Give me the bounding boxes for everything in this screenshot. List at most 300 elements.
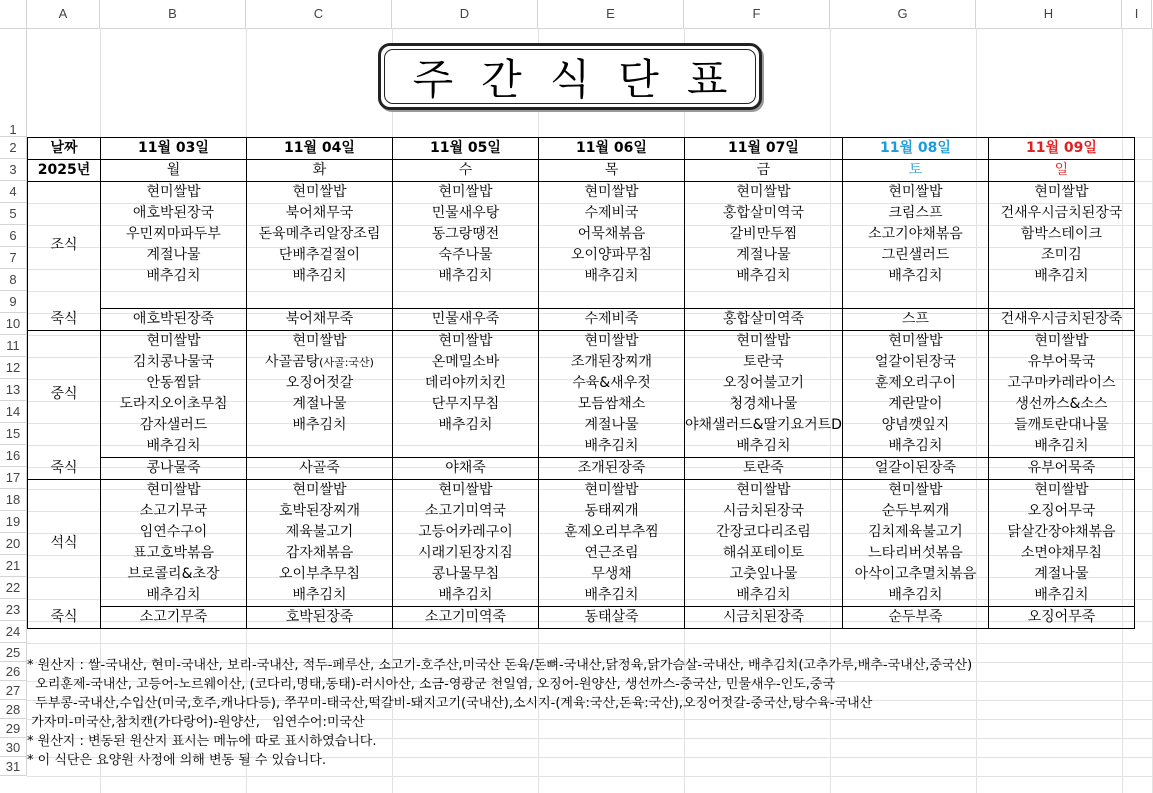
menu-item[interactable] — [988, 287, 1134, 309]
menu-item[interactable] — [247, 501, 393, 522]
menu-item[interactable] — [393, 543, 539, 564]
menu-item[interactable] — [539, 182, 685, 204]
menu-item-text: 유부어묵국 — [1027, 354, 1096, 370]
menu-item[interactable] — [539, 331, 685, 353]
weekday-cell[interactable]: 금 — [685, 160, 843, 182]
table-row — [28, 309, 1135, 331]
menu-item[interactable] — [842, 373, 988, 394]
menu-item-text: 배추김치 — [584, 438, 639, 454]
menu-item[interactable] — [101, 245, 247, 266]
menu-item[interactable] — [247, 373, 393, 394]
menu-item[interactable] — [539, 415, 685, 436]
menu-item[interactable] — [247, 182, 393, 204]
porridge-item[interactable]: 수제비죽 — [539, 309, 685, 331]
row-header-12[interactable]: 12 — [0, 357, 27, 379]
menu-item-text: 현미쌀밥 — [736, 333, 791, 349]
weekday-cell[interactable]: 일 — [988, 160, 1134, 182]
menu-item-text: 현미쌀밥 — [584, 184, 639, 200]
menu-item[interactable] — [101, 522, 247, 543]
menu-item-text: 얼갈이된장국 — [874, 354, 957, 370]
row-header-10[interactable]: 10 — [0, 313, 27, 335]
menu-item[interactable] — [685, 224, 843, 245]
menu-item[interactable] — [539, 373, 685, 394]
table-row — [28, 373, 1135, 394]
row-header-14[interactable]: 14 — [0, 401, 27, 423]
menu-item-text: 동태찌개 — [584, 503, 639, 519]
date-cell[interactable]: 11월 07일 — [685, 138, 843, 160]
breakfast-label[interactable]: 조식 — [28, 182, 101, 309]
menu-item[interactable] — [247, 331, 393, 353]
column-header-bar — [0, 0, 1153, 29]
menu-item[interactable] — [393, 266, 539, 287]
menu-item-text: 계란말이 — [888, 396, 943, 412]
menu-item[interactable] — [988, 436, 1134, 458]
menu-item[interactable] — [842, 522, 988, 543]
menu-item-text: 배추김치 — [584, 268, 639, 284]
menu-item-text: 배추김치 — [736, 268, 791, 284]
row-header-8[interactable]: 8 — [0, 269, 27, 291]
column-header-d[interactable]: D — [392, 0, 538, 28]
menu-item-text: 오이양파무침 — [570, 247, 653, 263]
menu-item[interactable] — [539, 480, 685, 502]
menu-item-text: 오징어무국 — [1027, 503, 1096, 519]
menu-item[interactable] — [685, 287, 843, 309]
menu-item-text: 고춧잎나물 — [729, 566, 798, 582]
menu-item[interactable] — [539, 394, 685, 415]
row-header-1[interactable]: 1 — [0, 28, 27, 137]
row-header-16[interactable]: 16 — [0, 445, 27, 467]
menu-item[interactable] — [393, 415, 539, 436]
row-header-2[interactable]: 2 — [0, 137, 27, 159]
menu-item[interactable] — [988, 522, 1134, 543]
menu-item[interactable] — [247, 266, 393, 287]
menu-item[interactable] — [842, 266, 988, 287]
porridge-item[interactable]: 소고기무죽 — [101, 607, 247, 629]
menu-item-text: 배추김치 — [1034, 587, 1089, 603]
menu-item[interactable] — [247, 564, 393, 585]
menu-item[interactable] — [539, 501, 685, 522]
table-row — [28, 182, 1135, 204]
dinner-label[interactable]: 석식 — [28, 480, 101, 607]
menu-item[interactable] — [247, 522, 393, 543]
menu-item-text: 온메밀소바 — [431, 354, 500, 370]
menu-item[interactable] — [842, 224, 988, 245]
table-row — [28, 458, 1135, 480]
menu-item[interactable] — [988, 266, 1134, 287]
row-header-28[interactable]: 28 — [0, 700, 27, 719]
menu-item[interactable] — [101, 203, 247, 224]
menu-item[interactable] — [393, 373, 539, 394]
menu-item[interactable] — [842, 394, 988, 415]
menu-item-text: 연근조림 — [584, 545, 639, 561]
row-header-4[interactable]: 4 — [0, 181, 27, 203]
row-header-11[interactable]: 11 — [0, 335, 27, 357]
weekday-cell[interactable]: 수 — [393, 160, 539, 182]
menu-item-text: 계절나물 — [292, 396, 347, 412]
date-cell[interactable]: 11월 03일 — [101, 138, 247, 160]
row-header-5[interactable]: 5 — [0, 203, 27, 225]
menu-item[interactable] — [101, 585, 247, 607]
table-row — [28, 203, 1135, 224]
menu-item[interactable] — [685, 182, 843, 204]
row-header-24[interactable]: 24 — [0, 621, 27, 643]
column-header-h[interactable]: H — [976, 0, 1122, 28]
porridge-item[interactable]: 유부어묵죽 — [988, 458, 1134, 480]
menu-item-text: 토란국 — [743, 354, 784, 370]
menu-item[interactable] — [988, 394, 1134, 415]
menu-item[interactable] — [988, 224, 1134, 245]
select-all-corner[interactable] — [0, 0, 27, 28]
menu-item[interactable] — [393, 480, 539, 502]
menu-item[interactable] — [685, 394, 843, 415]
menu-item[interactable] — [685, 564, 843, 585]
menu-item-text: 임연수구이 — [139, 524, 208, 540]
column-header-a[interactable]: A — [27, 0, 100, 28]
menu-item[interactable] — [393, 564, 539, 585]
menu-item[interactable] — [247, 287, 393, 309]
title-box[interactable] — [378, 43, 762, 110]
menu-item[interactable] — [539, 245, 685, 266]
menu-item[interactable] — [247, 585, 393, 607]
porridge-item[interactable]: 사골죽 — [247, 458, 393, 480]
menu-item[interactable] — [988, 182, 1134, 204]
menu-item[interactable] — [539, 224, 685, 245]
date-cell[interactable]: 11월 05일 — [393, 138, 539, 160]
menu-item[interactable] — [988, 373, 1134, 394]
menu-item[interactable] — [101, 394, 247, 415]
menu-item[interactable] — [247, 436, 393, 458]
weekday-cell[interactable]: 목 — [539, 160, 685, 182]
menu-item-text: 닭살간장야채볶음 — [1007, 524, 1116, 540]
row-header-22[interactable]: 22 — [0, 577, 27, 599]
menu-item[interactable] — [988, 415, 1134, 436]
menu-item-text: 제육불고기 — [285, 524, 354, 540]
menu-item[interactable] — [988, 245, 1134, 266]
porridge-item[interactable]: 동태살죽 — [539, 607, 685, 629]
menu-item-text: 배추김치 — [146, 587, 201, 603]
table-row — [28, 138, 1135, 160]
porridge-item[interactable]: 오징어무죽 — [988, 607, 1134, 629]
menu-item[interactable] — [842, 436, 988, 458]
menu-item-text: 현미쌀밥 — [736, 482, 791, 498]
menu-item[interactable] — [685, 543, 843, 564]
menu-item-text: 현미쌀밥 — [438, 333, 493, 349]
menu-item-text: 간장코다리조림 — [716, 524, 811, 540]
porridge-label[interactable]: 죽식 — [28, 458, 101, 480]
menu-item-text: 현미쌀밥 — [292, 184, 347, 200]
row-header-19[interactable]: 19 — [0, 511, 27, 533]
menu-item-text: 안동찜닭 — [146, 375, 201, 391]
menu-item[interactable] — [393, 501, 539, 522]
menu-item[interactable] — [393, 585, 539, 607]
menu-item[interactable] — [685, 501, 843, 522]
menu-item[interactable] — [685, 331, 843, 353]
menu-item[interactable] — [842, 585, 988, 607]
menu-item[interactable] — [842, 182, 988, 204]
menu-item[interactable] — [842, 203, 988, 224]
porridge-item[interactable]: 스프 — [842, 309, 988, 331]
menu-item[interactable] — [685, 585, 843, 607]
menu-item-text: 현미쌀밥 — [438, 184, 493, 200]
menu-item-text: 청경채나물 — [729, 396, 798, 412]
menu-item[interactable] — [101, 543, 247, 564]
porridge-item[interactable]: 순두부죽 — [842, 607, 988, 629]
menu-item[interactable] — [842, 331, 988, 353]
porridge-item[interactable]: 야채죽 — [393, 458, 539, 480]
column-header-b[interactable]: B — [100, 0, 246, 28]
table-row — [28, 352, 1135, 373]
date-cell[interactable]: 11월 08일 — [842, 138, 988, 160]
menu-item-text: 해쉬포테이토 — [722, 545, 805, 561]
row-header-27[interactable]: 27 — [0, 681, 27, 700]
menu-item[interactable] — [101, 415, 247, 436]
menu-item-text: 배추김치 — [888, 587, 943, 603]
porridge-item[interactable]: 건새우시금치된장죽 — [988, 309, 1134, 331]
menu-item-text: 소고기야채볶음 — [868, 226, 963, 242]
row-header-13[interactable]: 13 — [0, 379, 27, 401]
menu-item-text: 표고호박볶음 — [132, 545, 215, 561]
menu-item[interactable] — [842, 480, 988, 502]
menu-item-text: 현미쌀밥 — [146, 184, 201, 200]
column-header-g[interactable]: G — [830, 0, 976, 28]
menu-item[interactable] — [247, 245, 393, 266]
menu-item-text: 사골곰탕 — [265, 354, 320, 370]
row-header-30[interactable]: 30 — [0, 738, 27, 757]
table-row — [28, 607, 1135, 629]
menu-item[interactable] — [101, 501, 247, 522]
menu-item[interactable] — [247, 203, 393, 224]
menu-item[interactable] — [247, 224, 393, 245]
menu-item[interactable] — [101, 182, 247, 204]
row-header-18[interactable]: 18 — [0, 489, 27, 511]
menu-item-text: 조미김 — [1041, 247, 1082, 263]
menu-item-text: 단배추겉절이 — [278, 247, 361, 263]
menu-item-text: 현미쌀밥 — [1034, 184, 1089, 200]
porridge-item[interactable]: 콩나물죽 — [101, 458, 247, 480]
menu-item[interactable] — [393, 352, 539, 373]
weekday-cell[interactable]: 토 — [842, 160, 988, 182]
menu-item[interactable] — [247, 480, 393, 502]
porridge-item[interactable]: 민물새우죽 — [393, 309, 539, 331]
menu-item[interactable] — [539, 203, 685, 224]
menu-item[interactable] — [101, 331, 247, 353]
menu-item-text: 계절나물 — [146, 247, 201, 263]
menu-item[interactable] — [988, 501, 1134, 522]
menu-item[interactable] — [842, 415, 988, 436]
menu-item[interactable] — [101, 287, 247, 309]
date-label[interactable]: 날짜 — [28, 138, 101, 160]
column-header-c[interactable]: C — [246, 0, 392, 28]
porridge-item[interactable]: 시금치된장죽 — [685, 607, 843, 629]
menu-item-text: 현미쌀밥 — [292, 333, 347, 349]
menu-item[interactable] — [247, 394, 393, 415]
menu-item-text: 배추김치 — [1034, 268, 1089, 284]
menu-item-text: 소고기미역국 — [424, 503, 507, 519]
menu-item-text: 고등어카레구이 — [418, 524, 513, 540]
row-header-7[interactable]: 7 — [0, 247, 27, 269]
menu-item[interactable] — [539, 287, 685, 309]
date-cell[interactable]: 11월 06일 — [539, 138, 685, 160]
column-header-e[interactable]: E — [538, 0, 684, 28]
menu-item-text: 그린샐러드 — [881, 247, 950, 263]
row-header-29[interactable]: 29 — [0, 719, 27, 738]
menu-item-text: 배추김치 — [146, 438, 201, 454]
menu-item-text: 우민찌마파두부 — [126, 226, 221, 242]
row-header-15[interactable]: 15 — [0, 423, 27, 445]
row-header-21[interactable]: 21 — [0, 555, 27, 577]
menu-item[interactable] — [842, 564, 988, 585]
menu-item[interactable] — [842, 245, 988, 266]
menu-item[interactable] — [988, 331, 1134, 353]
menu-item[interactable] — [539, 266, 685, 287]
menu-item[interactable] — [842, 543, 988, 564]
menu-item[interactable] — [247, 415, 393, 436]
menu-item[interactable] — [101, 564, 247, 585]
porridge-item[interactable]: 애호박된장죽 — [101, 309, 247, 331]
menu-item[interactable] — [393, 287, 539, 309]
row-header-25[interactable]: 25 — [0, 643, 27, 662]
menu-item-text: 김치제육불고기 — [868, 524, 963, 540]
menu-item[interactable] — [685, 203, 843, 224]
menu-item[interactable] — [842, 501, 988, 522]
menu-item[interactable] — [988, 480, 1134, 502]
porridge-item[interactable]: 호박된장죽 — [247, 607, 393, 629]
menu-item[interactable] — [101, 224, 247, 245]
menu-item-text: 어묵채볶음 — [577, 226, 646, 242]
porridge-label[interactable]: 죽식 — [28, 607, 101, 629]
menu-item-text: 시금치된장국 — [722, 503, 805, 519]
menu-item-text: 무생채 — [591, 566, 632, 582]
row-header-17[interactable]: 17 — [0, 467, 27, 489]
menu-item[interactable] — [101, 373, 247, 394]
menu-item-text: 함박스테이크 — [1020, 226, 1103, 242]
table-row — [28, 501, 1135, 522]
menu-item[interactable] — [988, 203, 1134, 224]
menu-item[interactable] — [685, 415, 843, 436]
porridge-item[interactable]: 얼갈이된장죽 — [842, 458, 988, 480]
menu-item-text: 시래기된장지짐 — [418, 545, 513, 561]
table-row — [28, 585, 1135, 607]
menu-item[interactable] — [685, 373, 843, 394]
row-header-3[interactable]: 3 — [0, 159, 27, 181]
menu-item[interactable] — [101, 480, 247, 502]
menu-item[interactable] — [393, 522, 539, 543]
weekday-cell[interactable]: 화 — [247, 160, 393, 182]
row-header-9[interactable]: 9 — [0, 291, 27, 313]
menu-item[interactable] — [685, 245, 843, 266]
menu-item[interactable] — [393, 436, 539, 458]
menu-item[interactable] — [393, 394, 539, 415]
lunch-label[interactable]: 중식 — [28, 331, 101, 458]
row-header-20[interactable]: 20 — [0, 533, 27, 555]
table-row — [28, 436, 1135, 458]
menu-item[interactable] — [539, 436, 685, 458]
menu-item-text: 수제비국 — [584, 205, 639, 221]
menu-item-text: 돈육메추리알장조림 — [258, 226, 381, 242]
menu-item-text: 크림스프 — [888, 205, 943, 221]
menu-item[interactable] — [393, 224, 539, 245]
menu-item[interactable] — [539, 564, 685, 585]
menu-item-text: 현미쌀밥 — [1034, 333, 1089, 349]
menu-item[interactable] — [685, 436, 843, 458]
note-line: * 원산지 : 쌀-국내산, 현미-국내산, 보리-국내산, 적두-페루산, 소고기-호주산,미국산 돈육/돈뼈-국내산,닭정육,닭가슴살-국내산, 배추김치(고추가루,배추-국내산,중국산) — [27, 658, 973, 673]
column-header-i[interactable]: I — [1122, 0, 1152, 28]
menu-item-text: 소면야채무침 — [1020, 545, 1103, 561]
menu-item-text: 배추김치 — [736, 438, 791, 454]
menu-item[interactable] — [685, 266, 843, 287]
menu-item-text: 느타리버섯볶음 — [868, 545, 963, 561]
menu-item[interactable] — [101, 436, 247, 458]
menu-item[interactable] — [988, 352, 1134, 373]
menu-item[interactable] — [101, 352, 247, 373]
table-row — [28, 415, 1135, 436]
menu-item-text: 배추김치 — [292, 587, 347, 603]
porridge-item[interactable]: 소고기미역죽 — [393, 607, 539, 629]
menu-item[interactable] — [101, 266, 247, 287]
menu-item[interactable] — [685, 522, 843, 543]
page-title: 주간식단표 — [412, 54, 756, 104]
column-header-f[interactable]: F — [684, 0, 830, 28]
menu-item[interactable] — [539, 352, 685, 373]
menu-item[interactable] — [539, 585, 685, 607]
menu-item[interactable] — [247, 352, 393, 373]
note-line: * 원산지 : 변동된 원산지 표시는 메뉴에 따로 표시하였습니다. — [27, 734, 377, 749]
menu-item[interactable] — [842, 287, 988, 309]
row-header-6[interactable]: 6 — [0, 225, 27, 247]
menu-item-text: 숙주나물 — [438, 247, 493, 263]
menu-item-text: 고구마카레라이스 — [1007, 375, 1116, 391]
menu-item[interactable] — [685, 352, 843, 373]
menu-item[interactable] — [842, 352, 988, 373]
menu-item-text: 배추김치 — [146, 268, 201, 284]
menu-item[interactable] — [393, 182, 539, 204]
menu-item[interactable] — [247, 543, 393, 564]
porridge-item[interactable]: 홍합살미역죽 — [685, 309, 843, 331]
menu-item-text: 콩나물무침 — [431, 566, 500, 582]
porridge-item[interactable]: 북어채무죽 — [247, 309, 393, 331]
menu-item-text: 배추김치 — [292, 268, 347, 284]
menu-item[interactable] — [988, 564, 1134, 585]
menu-item-text: 현미쌀밥 — [888, 184, 943, 200]
menu-item-text: 배추김치 — [438, 268, 493, 284]
date-cell[interactable]: 11월 09일 — [988, 138, 1134, 160]
row-header-26[interactable]: 26 — [0, 662, 27, 681]
menu-item[interactable] — [393, 245, 539, 266]
note-line: * 이 식단은 요양원 사정에 의해 변동 될 수 있습니다. — [27, 753, 326, 768]
porridge-item[interactable]: 토란죽 — [685, 458, 843, 480]
menu-item-text: 현미쌀밥 — [146, 333, 201, 349]
menu-item[interactable] — [393, 331, 539, 353]
porridge-label[interactable]: 죽식 — [28, 309, 101, 331]
menu-item[interactable] — [539, 522, 685, 543]
menu-item[interactable] — [393, 203, 539, 224]
menu-item-text: 배추김치 — [888, 438, 943, 454]
menu-item-text: 현미쌀밥 — [584, 482, 639, 498]
date-cell[interactable]: 11월 04일 — [247, 138, 393, 160]
menu-item-text: 감자샐러드 — [139, 417, 208, 433]
menu-item-text: 북어채무국 — [285, 205, 354, 221]
weekday-cell[interactable]: 월 — [101, 160, 247, 182]
menu-item[interactable] — [988, 543, 1134, 564]
porridge-item[interactable]: 조개된장죽 — [539, 458, 685, 480]
row-header-31[interactable]: 31 — [0, 757, 27, 776]
menu-item[interactable] — [539, 543, 685, 564]
row-header-23[interactable]: 23 — [0, 599, 27, 621]
table-row — [28, 331, 1135, 353]
menu-item[interactable] — [685, 480, 843, 502]
menu-item[interactable] — [988, 585, 1134, 607]
year-label[interactable]: 2025년 — [28, 160, 101, 182]
